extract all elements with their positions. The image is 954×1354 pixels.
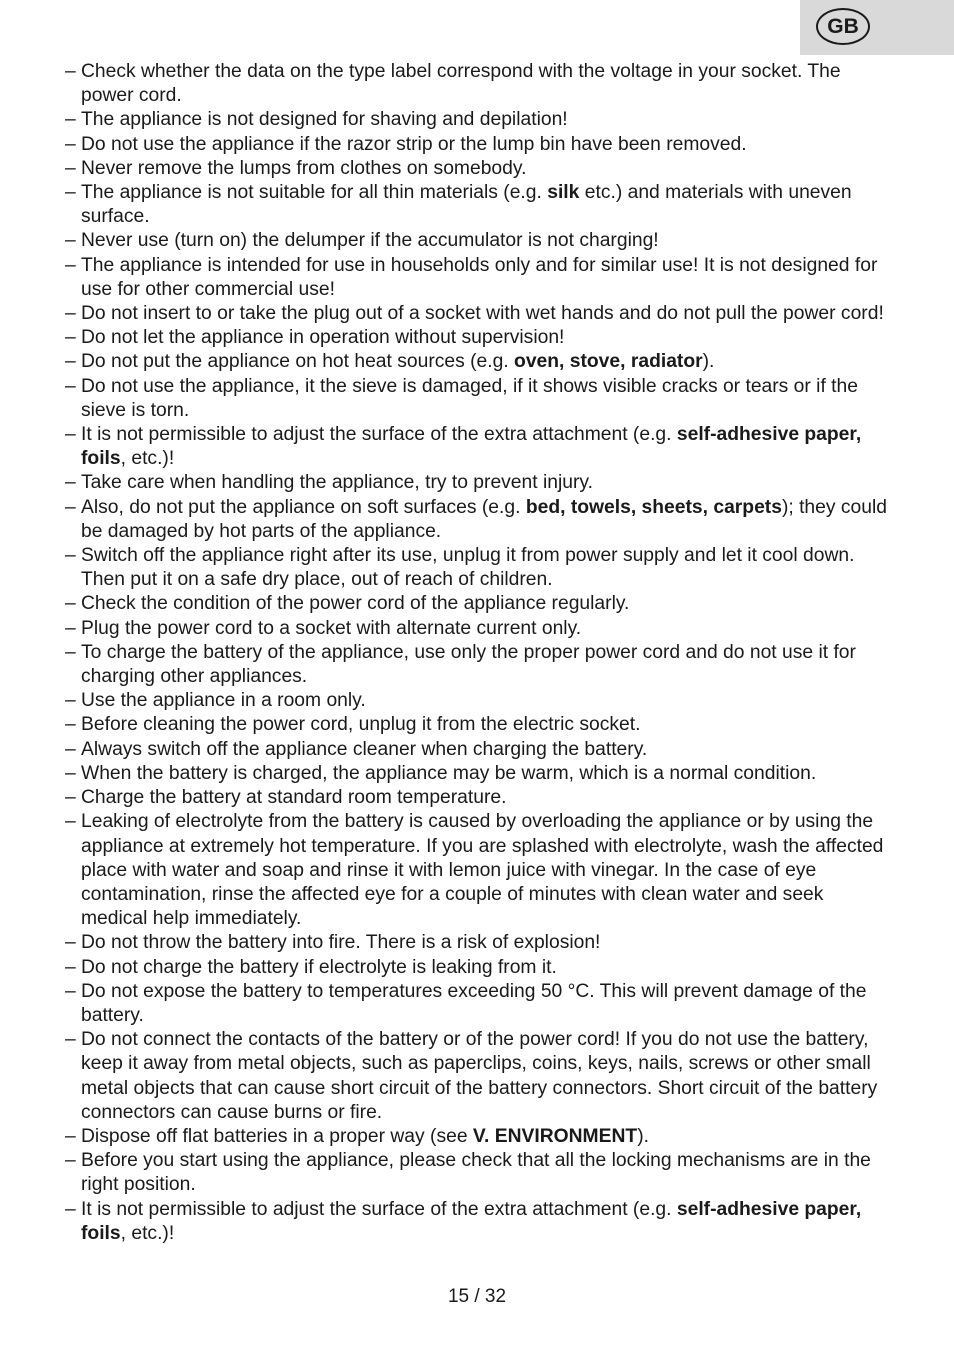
safety-instruction-item bbox=[65, 496, 895, 544]
instruction-text: When the battery is charged, the appliance may be warm, which is a normal condition. bbox=[81, 762, 817, 784]
instruction-text: Do not put the appliance on hot heat sources (e.g. bbox=[81, 351, 515, 373]
instruction-text: Never use (turn on) the delumper if the accumulator is not charging! bbox=[81, 230, 659, 252]
safety-instruction-item bbox=[65, 60, 895, 108]
instruction-text: To charge the battery of the appliance, use only the proper power cord and do not use it for charging other appliances. bbox=[81, 641, 856, 688]
safety-instruction-item bbox=[65, 592, 895, 616]
instruction-text: It is not permissible to adjust the surface of the extra attachment (e.g. bbox=[81, 424, 677, 446]
instruction-text: The appliance is not suitable for all thin materials (e.g. bbox=[81, 182, 548, 204]
instruction-text: Never remove the lumps from clothes on somebody. bbox=[81, 157, 527, 179]
instruction-text: ); they could be damaged by hot parts of the appliance. bbox=[81, 496, 887, 542]
instruction-text: Take care when handling the appliance, try to prevent injury. bbox=[81, 472, 593, 494]
safety-instruction-item bbox=[65, 617, 895, 641]
instruction-text: Check the condition of the power cord of the appliance regularly. bbox=[81, 593, 630, 615]
instruction-text: Do not use the appliance if the razor strip or the lump bin have been removed. bbox=[81, 133, 747, 155]
instruction-text: Leaking of electrolyte from the battery is caused by overloading the appliance or by using the appliance at extremely hot temperature. If you are splashed with electrolyte, wash the affected place with water and soap and rinse it with lemon juice with vinegar. In the case of eye contamination, rinse the affected eye for a couple of minutes with clean water and seek medical help immediately. bbox=[81, 811, 884, 930]
instruction-text: It is not permissible to adjust the surface of the extra attachment (e.g. bbox=[81, 1198, 677, 1220]
safety-instruction-item bbox=[65, 544, 895, 592]
instruction-text: Do not expose the battery to temperatures exceeding 50 °C. This will prevent damage of the battery. bbox=[81, 980, 867, 1026]
instruction-text: Do not charge the battery if electrolyte is leaking from it. bbox=[81, 956, 557, 978]
safety-instruction-item bbox=[65, 1149, 895, 1197]
instruction-text: Do not use the appliance, it the sieve is damaged, if it shows visible cracks or tears or if the sieve is torn. bbox=[81, 375, 858, 421]
instruction-text: Do not insert to or take the plug out of a socket with wet hands and do not pull the power cord! bbox=[81, 303, 884, 325]
language-badge: GB bbox=[816, 8, 870, 45]
safety-instruction-item bbox=[65, 108, 895, 132]
safety-instruction-item bbox=[65, 931, 895, 955]
safety-instruction-item bbox=[65, 641, 895, 689]
safety-instruction-item bbox=[65, 786, 895, 810]
instruction-text: ). bbox=[637, 1125, 649, 1147]
instruction-text: , etc.)! bbox=[120, 448, 175, 470]
emphasized-text: oven, stove, radiator bbox=[514, 351, 703, 373]
instruction-text: Before you start using the appliance, please check that all the locking mechanisms are in the right position. bbox=[81, 1150, 871, 1196]
safety-instruction-item bbox=[65, 254, 895, 302]
safety-instruction-item bbox=[65, 471, 895, 495]
instruction-text: Do not connect the contacts of the battery or of the power cord! If you do not use the battery, keep it away from metal objects, such as paperclips, coins, keys, nails, screws or other small metal objects that can cause short circuit of the battery connectors. Short circuit of the battery connectors can cause burns or fire. bbox=[81, 1029, 878, 1123]
instruction-text: Always switch off the appliance cleaner when charging the battery. bbox=[81, 738, 648, 760]
safety-instruction-item bbox=[65, 1028, 895, 1125]
instruction-text: Plug the power cord to a socket with alternate current only. bbox=[81, 617, 582, 639]
emphasized-text: self-adhesive paper, foils bbox=[81, 424, 862, 470]
instruction-text: Check whether the data on the type label correspond with the voltage in your socket. The power cord. bbox=[81, 61, 841, 107]
emphasized-text: bed, towels, sheets, carpets bbox=[525, 496, 782, 518]
instruction-text: , etc.)! bbox=[120, 1222, 175, 1244]
instruction-text: Do not throw the battery into fire. There is a risk of explosion! bbox=[81, 932, 601, 954]
safety-instruction-item bbox=[65, 326, 895, 350]
safety-instruction-item bbox=[65, 713, 895, 737]
instruction-text: Charge the battery at standard room temperature. bbox=[81, 787, 507, 809]
instruction-text: Do not let the appliance in operation without supervision! bbox=[81, 327, 565, 349]
safety-instruction-item bbox=[65, 350, 895, 374]
safety-instruction-item bbox=[65, 810, 895, 931]
safety-instruction-item bbox=[65, 980, 895, 1028]
instruction-text: Also, do not put the appliance on soft surfaces (e.g. bbox=[81, 496, 526, 518]
language-tab bbox=[800, 0, 954, 55]
safety-instruction-item bbox=[65, 423, 895, 471]
safety-instruction-item bbox=[65, 956, 895, 980]
instruction-text: The appliance is not designed for shaving and depilation! bbox=[81, 109, 568, 131]
safety-instruction-item bbox=[65, 157, 895, 181]
safety-instruction-item bbox=[65, 689, 895, 713]
instruction-text: The appliance is intended for use in households only and for similar use! It is not designed for use for other commercial use! bbox=[81, 254, 878, 300]
emphasized-text: V. ENVIRONMENT bbox=[472, 1125, 638, 1147]
instruction-text: ). bbox=[702, 351, 715, 373]
emphasized-text: silk bbox=[547, 182, 580, 204]
safety-instruction-item bbox=[65, 762, 895, 786]
instruction-text: etc.) and materials with uneven surface. bbox=[81, 182, 852, 228]
emphasized-text: self-adhesive paper, foils bbox=[81, 1198, 862, 1244]
safety-instruction-item bbox=[65, 375, 895, 423]
safety-instruction-item bbox=[65, 302, 895, 326]
instruction-text: Switch off the appliance right after its use, unplug it from power supply and let it cool down. Then put it on a safe dry place, out of reach of children. bbox=[81, 545, 855, 591]
safety-instruction-item bbox=[65, 229, 895, 253]
safety-instruction-item bbox=[65, 181, 895, 229]
instruction-text: Before cleaning the power cord, unplug it from the electric socket. bbox=[81, 714, 641, 736]
safety-instruction-item bbox=[65, 1125, 895, 1149]
instruction-text: Use the appliance in a room only. bbox=[81, 690, 366, 712]
safety-instruction-item bbox=[65, 738, 895, 762]
safety-instruction-item bbox=[65, 1198, 895, 1246]
instruction-text: Dispose off flat batteries in a proper way (see bbox=[81, 1125, 473, 1147]
page-number: 15 / 32 bbox=[447, 1286, 507, 1307]
safety-instructions-list bbox=[65, 60, 895, 1246]
safety-instruction-item bbox=[65, 133, 895, 157]
